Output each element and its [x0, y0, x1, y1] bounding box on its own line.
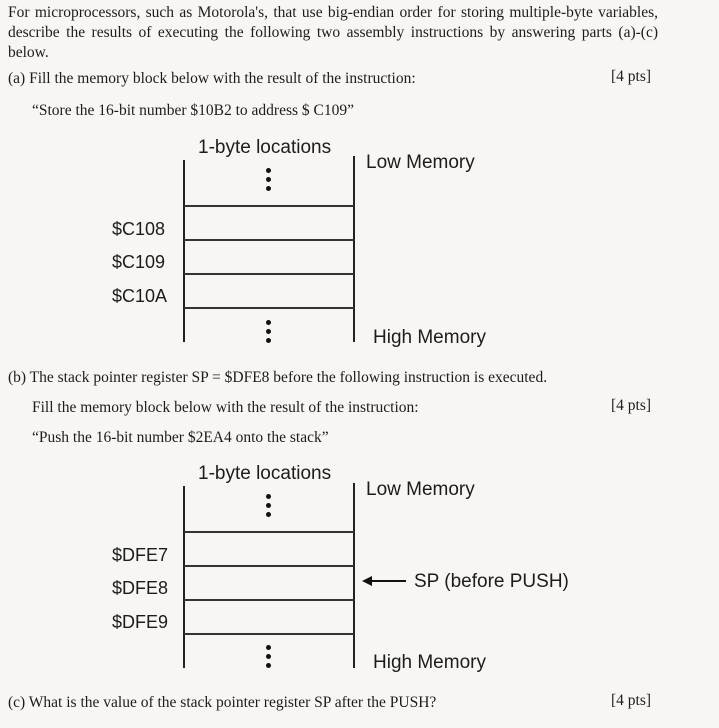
diagram-a-top-ellipsis — [266, 168, 272, 195]
address-label: $C108 — [112, 219, 166, 239]
address-label: $C10A — [112, 286, 168, 306]
memory-cell-dfe7[interactable] — [186, 533, 352, 565]
diagram-a-line — [184, 307, 354, 309]
diagram-b-header: 1-byte locations — [198, 463, 332, 484]
address-label: $C109 — [112, 252, 166, 272]
diagram-a-high-memory: High Memory — [373, 327, 486, 348]
memory-cell-dfe8[interactable] — [186, 567, 352, 599]
diagram-a-right-border — [353, 156, 355, 342]
part-c-points: [4 pts] — [611, 692, 652, 709]
address-label: $DFE8 — [112, 578, 169, 598]
diagram-b-line — [184, 633, 354, 635]
diagram-a-left-border — [183, 160, 185, 342]
diagram-b-top-ellipsis — [266, 494, 272, 521]
part-c-prompt: (c) What is the value of the stack pointer register SP after the PUSH? — [8, 694, 437, 711]
diagram-a-low-memory: Low Memory — [366, 152, 475, 173]
part-b-prompt: (b) The stack pointer register SP = $DFE8 before the following instruction is executed. — [8, 369, 548, 386]
part-b-line2: Fill the memory block below with the result of the instruction: — [32, 399, 419, 416]
intro-paragraph: For microprocessors, such as Motorola's, that use big-endian order for storing multiple-byte variables, describe the results of executing the following two assembly instructions by answering parts (a)-(c) below. — [8, 4, 658, 61]
left-arrow-icon — [362, 574, 408, 588]
memory-cell-dfe9[interactable] — [186, 601, 352, 633]
diagram-a-header: 1-byte locations — [198, 137, 332, 158]
diagram-b-left-border — [183, 486, 185, 668]
diagram-b-high-memory: High Memory — [373, 652, 486, 673]
diagram-b-low-memory: Low Memory — [366, 479, 475, 500]
diagram-b-right-border — [353, 483, 355, 668]
part-b-points: [4 pts] — [611, 397, 652, 414]
memory-cell-c108[interactable] — [186, 207, 352, 239]
address-label: $DFE7 — [112, 545, 169, 565]
part-a-points: [4 pts] — [611, 68, 652, 85]
part-b-instruction: “Push the 16-bit number $2EA4 onto the stack” — [32, 429, 329, 446]
sp-before-push-label: SP (before PUSH) — [414, 571, 569, 592]
diagram-b-bottom-ellipsis — [266, 645, 272, 672]
part-a-prompt: (a) Fill the memory block below with the result of the instruction: — [8, 70, 416, 87]
part-a-instruction: “Store the 16-bit number $10B2 to address $ C109” — [32, 102, 355, 119]
memory-cell-c109[interactable] — [186, 241, 352, 273]
diagram-a-bottom-ellipsis — [266, 320, 272, 347]
address-label: $DFE9 — [112, 612, 169, 632]
memory-cell-c10a[interactable] — [186, 275, 352, 307]
